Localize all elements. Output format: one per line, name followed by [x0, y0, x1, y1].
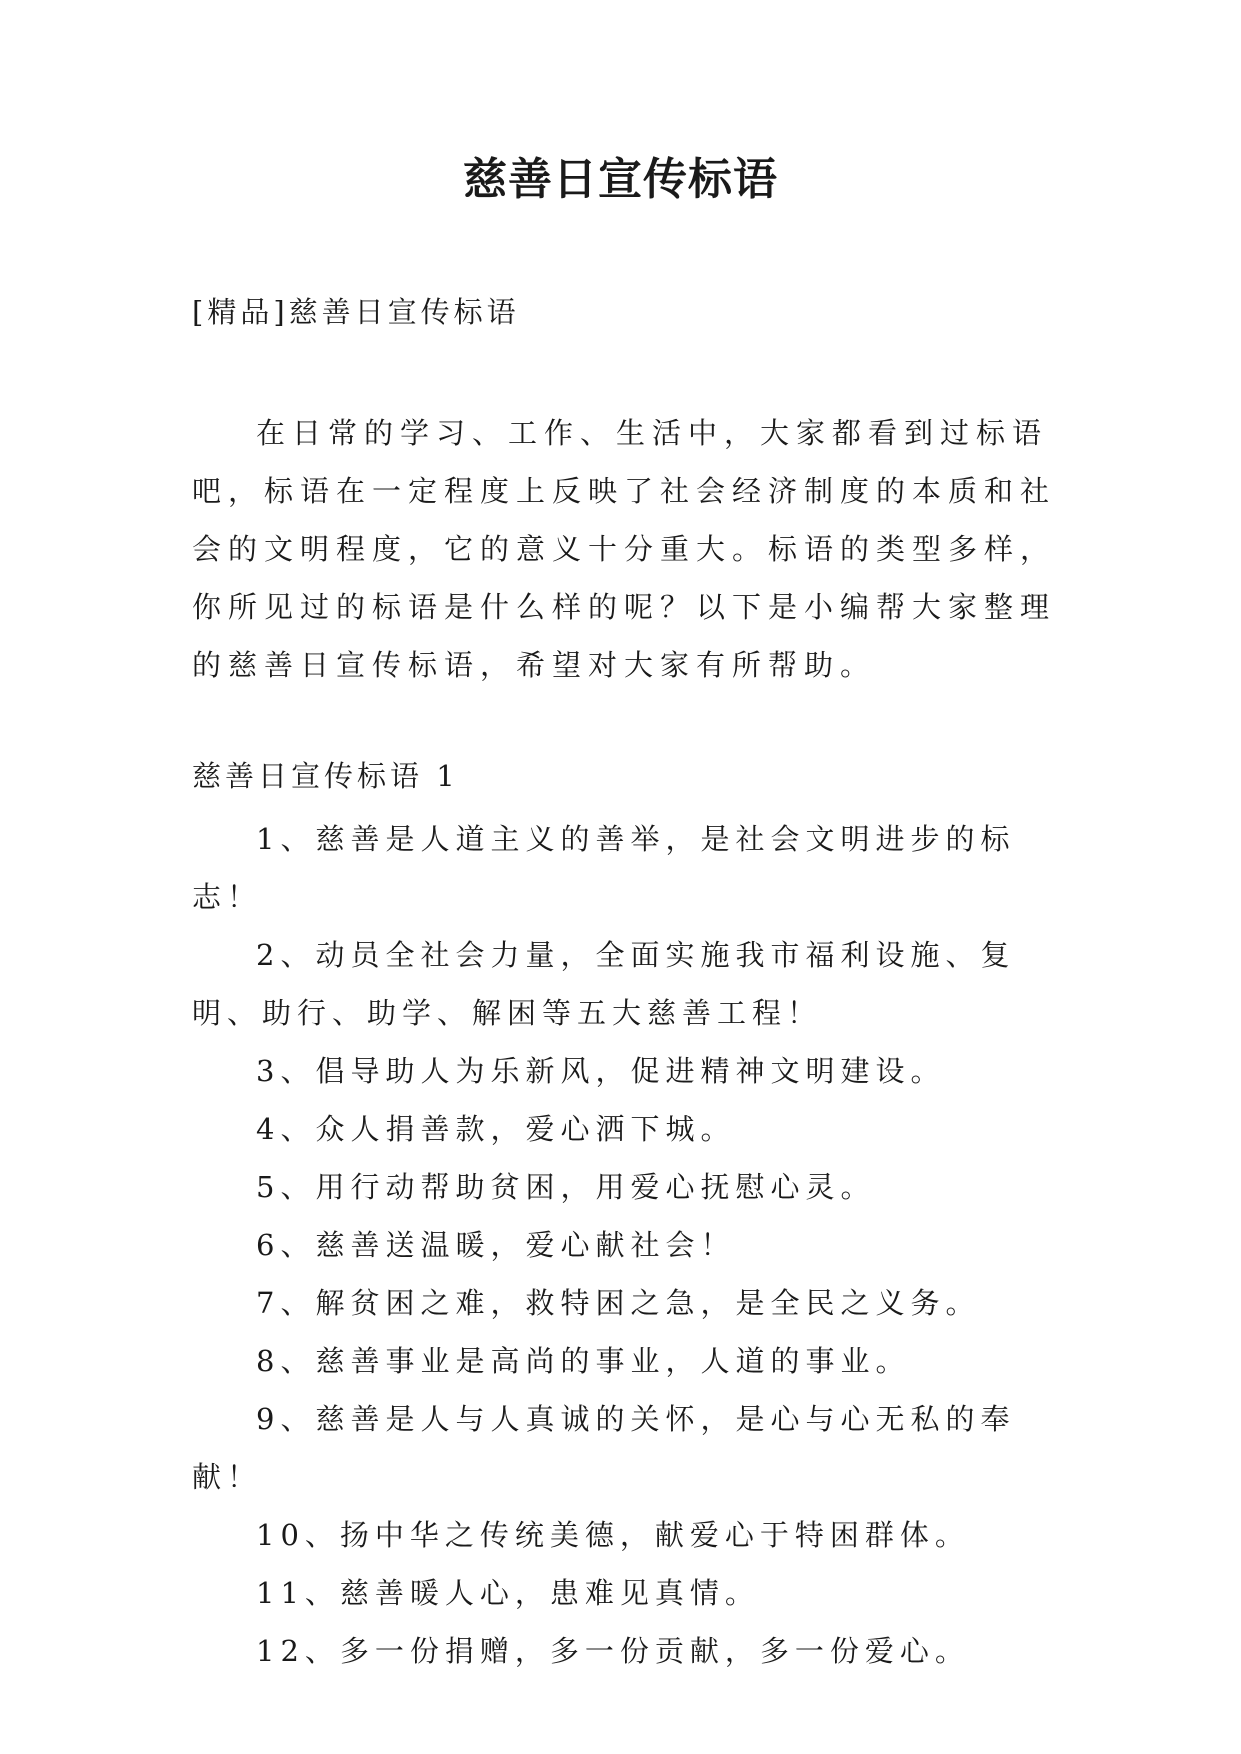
slogan-item: 10、扬中华之传统美德，献爱心于特困群体。	[256, 1518, 970, 1552]
slogan-item: 3、倡导助人为乐新风，促进精神文明建设。	[256, 1054, 946, 1088]
slogan-item: 1、慈善是人道主义的善举，是社会文明进步的标志！	[192, 822, 1016, 914]
slogan-list	[192, 810, 1072, 1680]
document-subtitle: [精品]慈善日宣传标语	[192, 295, 520, 329]
section-heading: 慈善日宣传标语 1	[192, 759, 459, 793]
intro-paragraph: 在日常的学习、工作、生活中，大家都看到过标语吧，标语在一定程度上反映了社会经济制度的本质和社会的文明程度，它的意义十分重大。标语的类型多样，你所见过的标语是什么样的呢？以下是小编帮大家整理的慈善日宣传标语，希望对大家有所帮助。	[192, 416, 1057, 682]
slogan-item: 9、慈善是人与人真诚的关怀，是心与心无私的奉献！	[192, 1402, 1016, 1494]
document-title: 慈善日宣传标语	[463, 154, 778, 205]
slogan-item: 12、多一份捐赠，多一份贡献，多一份爱心。	[256, 1634, 970, 1668]
slogan-item: 11、慈善暖人心，患难见真情。	[256, 1576, 760, 1610]
slogan-item: 8、慈善事业是高尚的事业，人道的事业。	[256, 1344, 911, 1378]
slogan-item: 6、慈善送温暖，爱心献社会！	[256, 1228, 736, 1262]
slogan-item: 4、众人捐善款，爱心洒下城。	[256, 1112, 736, 1146]
slogan-item: 7、解贫困之难，救特困之急，是全民之义务。	[256, 1286, 981, 1320]
slogan-item: 5、用行动帮助贫困，用爱心抚慰心灵。	[256, 1170, 876, 1204]
slogan-item: 2、动员全社会力量，全面实施我市福利设施、复明、助行、助学、解困等五大慈善工程！	[192, 938, 1016, 1030]
